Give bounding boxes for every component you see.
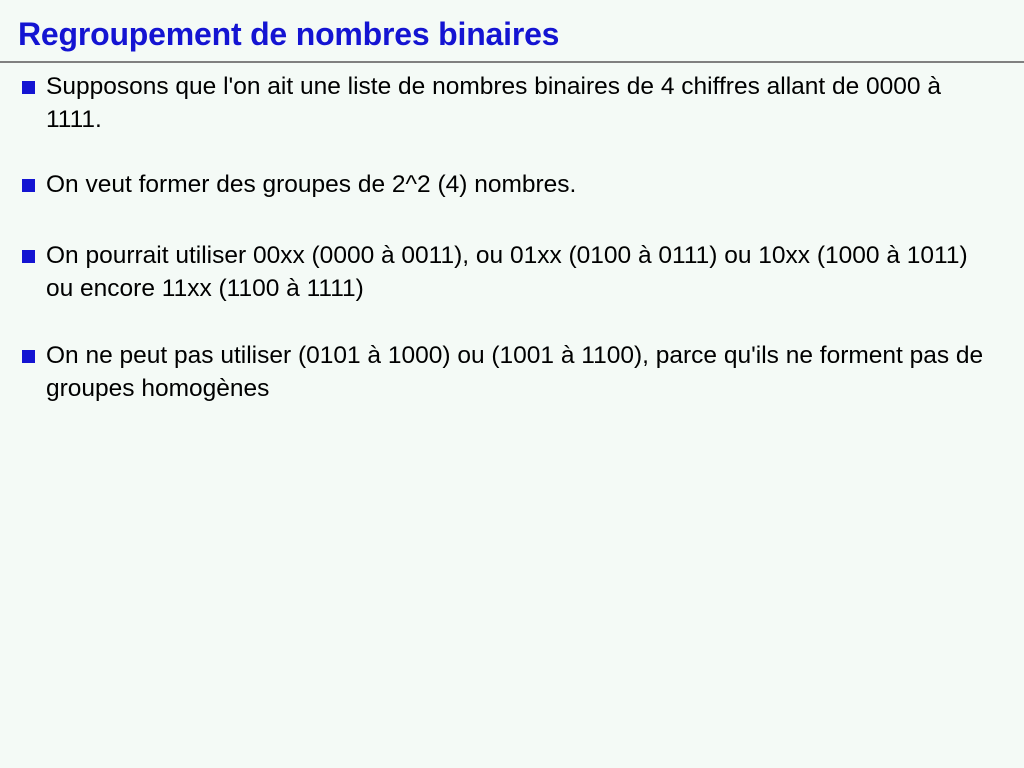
list-item (0, 168, 1024, 201)
square-bullet-icon (22, 81, 35, 94)
list-item-text: On veut former des groupes de 2^2 (4) nombres. (46, 171, 577, 198)
slide-title-area (0, 0, 1024, 62)
list-item (0, 239, 1024, 305)
title-divider (0, 61, 1024, 63)
square-bullet-icon (22, 250, 35, 263)
list-item (0, 339, 1024, 405)
slide-body (0, 70, 1024, 431)
list-item-text: Supposons que l'on ait une liste de nombres binaires de 4 chiffres allant de 0000 à 1111. (46, 73, 941, 133)
list-item (0, 70, 1024, 136)
list-item-text: On ne peut pas utiliser (0101 à 1000) ou (1001 à 1100), parce qu'ils ne forment pas de groupes homogènes (46, 342, 984, 402)
square-bullet-icon (22, 179, 35, 192)
page-title: Regroupement de nombres binaires (18, 16, 560, 52)
list-item-text: On pourrait utiliser 00xx (0000 à 0011), ou 01xx (0100 à 0111) ou 10xx (1000 à 1011) ou encore 11xx (1100 à 1111) (46, 242, 968, 302)
square-bullet-icon (22, 350, 35, 363)
